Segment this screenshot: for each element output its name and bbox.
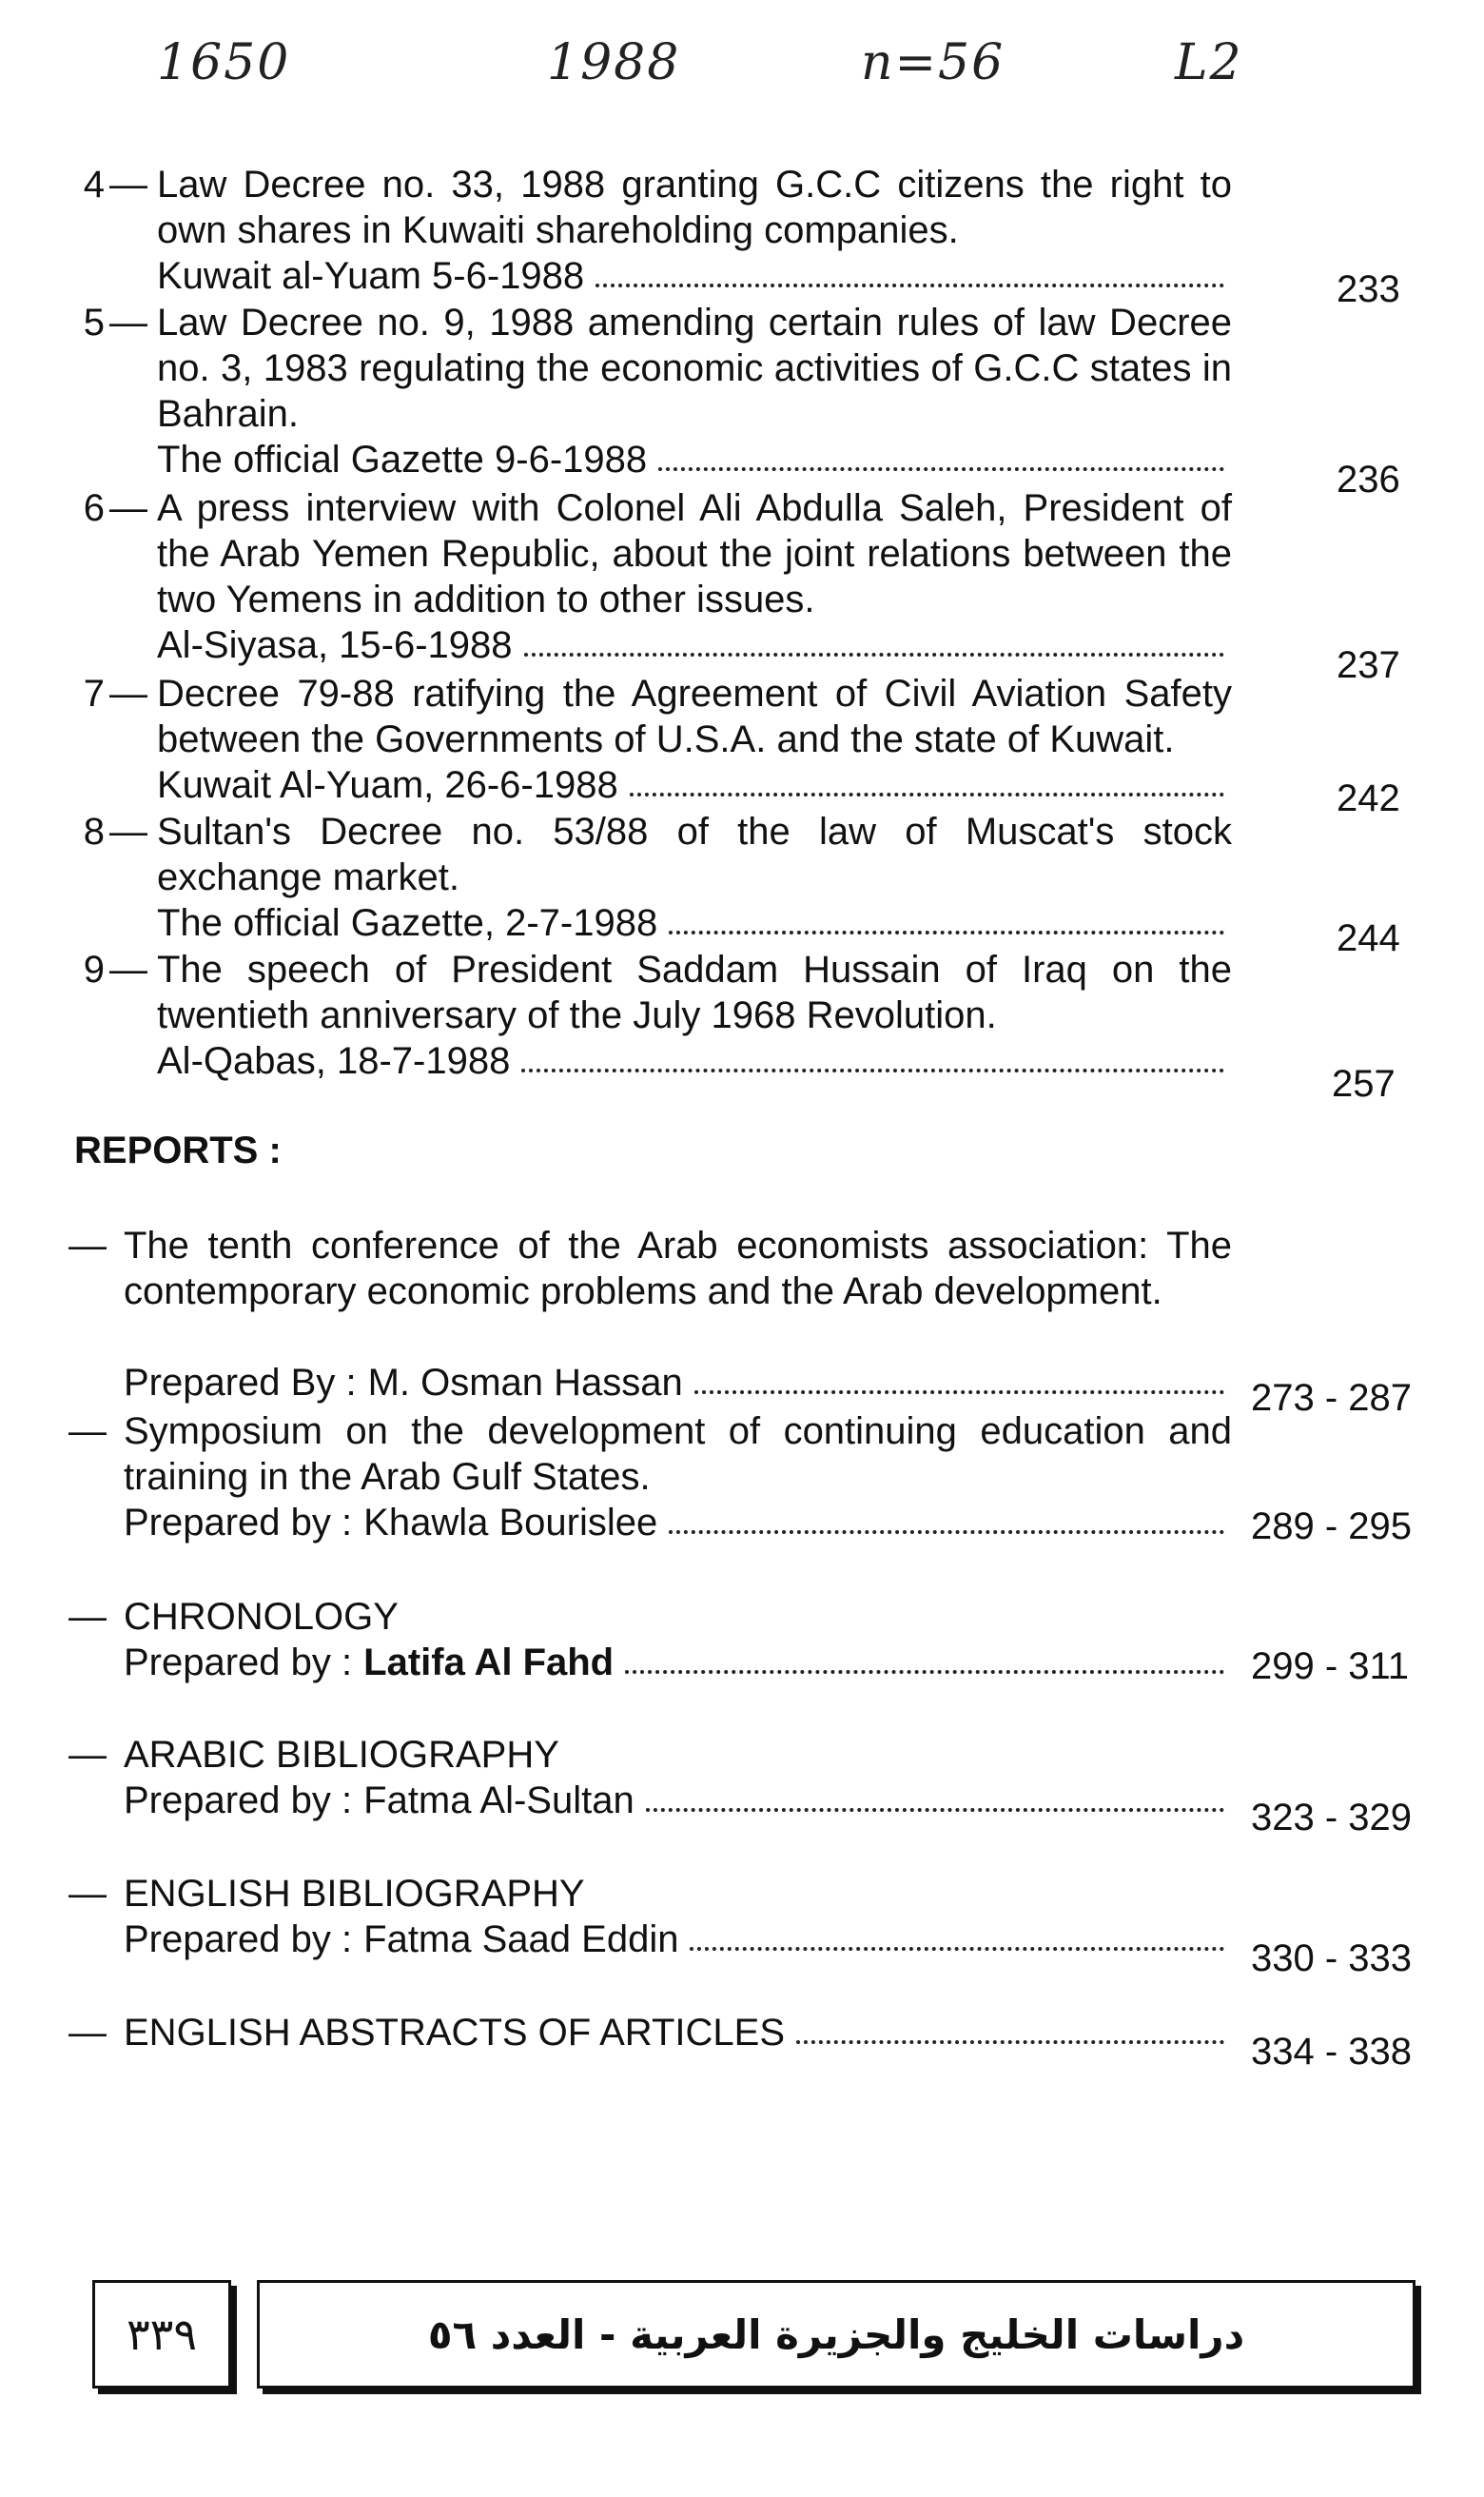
entry-page: 233 [1337,268,1400,310]
entry-page: 244 [1337,917,1400,959]
dash: — [109,487,147,529]
prepared-label: Prepared By : [124,1362,357,1404]
prepared-line [124,1640,1232,1685]
prepared-label: Prepared by : [124,1779,353,1821]
source-line [157,437,1232,482]
handwritten-note: n=56 [861,34,1006,91]
dash: — [68,1225,107,1267]
report-title: The tenth conference of the Arab economists association: The contemporary economic problems and the Arab development. [124,1225,1232,1312]
dot-leader [521,1069,1224,1072]
report-pages: 330 - 333 [1251,1937,1413,1979]
report-title: CHRONOLOGY [124,1596,399,1638]
entry-page: 237 [1337,644,1400,686]
entry-page: 257 [1332,1063,1396,1105]
dot-leader [646,1808,1224,1812]
dash: — [68,2012,107,2054]
prepared-line [124,1360,1232,1406]
report-title: ENGLISH BIBLIOGRAPHY [124,1873,585,1915]
entry-source: Kuwait Al-Yuam, 26-6-1988 [157,764,618,806]
entry-source: Al-Qabas, 18-7-1988 [157,1040,511,1082]
entry-number: 8 [83,811,105,853]
journal-title-text: دراسات الخليج والجزيرة العربية - العدد ٥٦ [427,2310,1245,2358]
source-line [157,622,1232,668]
report-pages: 289 - 295 [1251,1505,1413,1547]
entry-number: 5 [83,302,105,344]
entry-page: 242 [1337,777,1400,819]
report-title: Symposium on the development of continuing education and training in the Arab Gulf States. [124,1410,1232,1498]
dot-leader [796,2040,1224,2044]
prepared-label: Prepared by : [124,1918,353,1960]
footer-journal-title [257,2280,1416,2389]
footer-page-number [92,2280,231,2389]
entry-source: The official Gazette, 2-7-1988 [157,902,658,944]
dot-leader [669,931,1224,934]
prepared-line [124,1917,1232,1962]
handwritten-note: 1650 [157,34,291,91]
entry-page: 236 [1337,459,1400,501]
page-number-text: ٣٣٩ [126,2309,198,2360]
report-author: Latifa Al Fahd [363,1642,615,1683]
entry-text: Law Decree no. 9, 1988 amending certain rules of law Decree no. 3, 1983 regulating the economic activities of G.C.C states in Bahrain. [157,302,1232,435]
dot-leader [669,1530,1224,1534]
entry-number: 4 [83,164,105,206]
report-pages: 273 - 287 [1251,1377,1413,1419]
entry-text: Decree 79-88 ratifying the Agreement of Civil Aviation Safety between the Governments of U.S.A. and the state of Kuwait. [157,673,1232,760]
entry-text: Law Decree no. 33, 1988 granting G.C.C citizens the right to own shares in Kuwaiti shareholding companies. [157,164,1232,251]
prepared-label: Prepared by : [124,1642,353,1683]
dot-leader [690,1947,1224,1951]
report-author: Fatma Al-Sultan [363,1779,635,1821]
dot-leader [524,653,1224,657]
dash: — [109,302,147,344]
prepared-line [124,1500,1232,1545]
source-line [157,1038,1232,1084]
dot-leader [625,1670,1224,1674]
dash: — [68,1410,107,1452]
dot-leader [694,1390,1224,1394]
section-heading: REPORTS : [74,1130,282,1171]
dash: — [109,949,147,991]
prepared-line [124,2010,1232,2055]
report-title: ENGLISH ABSTRACTS OF ARTICLES [124,2012,785,2054]
report-pages: 323 - 329 [1251,1797,1413,1838]
dot-leader [596,284,1224,287]
dash: — [109,811,147,853]
prepared-line [124,1778,1232,1823]
dash: — [68,1734,107,1776]
entry-text: The speech of President Saddam Hussain of Iraq on the twentieth anniversary of the July 1968 Revolution. [157,949,1232,1036]
dash: — [109,673,147,715]
entry-source: Kuwait al-Yuam 5-6-1988 [157,255,585,297]
entry-number: 6 [83,487,105,529]
source-line [157,762,1232,808]
source-line [157,900,1232,946]
entry-text: A press interview with Colonel Ali Abdulla Saleh, President of the Arab Yemen Republic, about the joint relations between the two Yemens in addition to other issues. [157,487,1232,620]
dash: — [109,164,147,206]
entry-source: Al-Siyasa, 15-6-1988 [157,624,513,666]
dot-leader [630,793,1224,796]
entry-text: Sultan's Decree no. 53/88 of the law of Muscat's stock exchange market. [157,811,1232,898]
entry-number: 9 [83,949,105,991]
prepared-label: Prepared by : [124,1502,353,1543]
dot-leader [658,467,1224,471]
report-pages: 299 - 311 [1251,1645,1410,1687]
handwritten-note: L2 [1175,34,1243,91]
report-author: M. Osman Hassan [367,1362,683,1404]
dash: — [68,1596,107,1638]
dash: — [68,1873,107,1915]
handwritten-note: 1988 [547,34,681,91]
source-line [157,253,1232,299]
entry-number: 7 [83,673,105,715]
report-pages: 334 - 338 [1251,2031,1413,2073]
report-title: ARABIC BIBLIOGRAPHY [124,1734,559,1776]
report-author: Khawla Bourislee [363,1502,658,1543]
entry-source: The official Gazette 9-6-1988 [157,439,648,481]
report-author: Fatma Saad Eddin [363,1918,679,1960]
